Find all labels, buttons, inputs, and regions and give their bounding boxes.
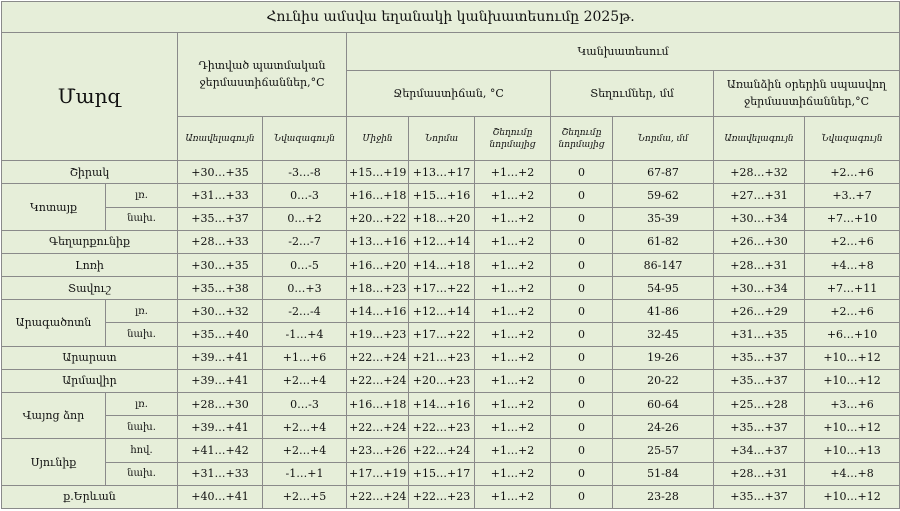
table-cell: 0: [551, 207, 613, 230]
header-forecast: Կանխատեսում: [347, 32, 900, 70]
table-cell: 0: [551, 230, 613, 253]
table-row: [2, 277, 900, 300]
table-cell: +26…+29: [714, 300, 805, 323]
table-cell: 86-147: [613, 253, 714, 276]
table-cell: 20-22: [613, 369, 714, 392]
region-name: Կոտայք: [2, 184, 106, 230]
table-row: [2, 416, 900, 439]
table-row: [2, 346, 900, 369]
table-cell: +4…+8: [805, 253, 900, 276]
table-row: [2, 485, 900, 508]
table-cell: +1…+2: [475, 346, 551, 369]
table-cell: +39…+41: [178, 369, 263, 392]
table-cell: +35…+37: [714, 416, 805, 439]
table-cell: +10…+12: [805, 416, 900, 439]
zone-label: նախ.: [106, 462, 178, 485]
table-cell: +18…+20: [409, 207, 475, 230]
table-cell: -1…+1: [263, 462, 347, 485]
table-cell: +1…+2: [475, 369, 551, 392]
table-cell: +19…+23: [347, 323, 409, 346]
table-cell: 0: [551, 323, 613, 346]
table-cell: +2…+6: [805, 300, 900, 323]
table-row: [2, 253, 900, 276]
table-cell: +27…+31: [714, 184, 805, 207]
subheader-peak-max: Առավելագույն: [714, 116, 805, 160]
table-cell: +30…+35: [178, 253, 263, 276]
table-cell: +22…+24: [347, 416, 409, 439]
zone-label: լռ.: [106, 184, 178, 207]
table-cell: 32-45: [613, 323, 714, 346]
table-cell: 60-64: [613, 393, 714, 416]
table-row: [2, 439, 900, 462]
region-name: Արագածոտն: [2, 300, 106, 346]
table-cell: 0: [551, 300, 613, 323]
table-cell: +35…+37: [714, 369, 805, 392]
table-cell: +1…+2: [475, 161, 551, 184]
region-name: Սյունիք: [2, 439, 106, 485]
table-cell: +10…+12: [805, 369, 900, 392]
table-cell: 0: [551, 277, 613, 300]
table-cell: +4…+8: [805, 462, 900, 485]
table-row: [2, 161, 900, 184]
table-cell: +16…+20: [347, 253, 409, 276]
table-cell: +15…+19: [347, 161, 409, 184]
subheader-observed-max: Առավելագույն: [178, 116, 263, 160]
table-cell: +17…+22: [409, 277, 475, 300]
region-name: Լոռի: [2, 253, 178, 276]
forecast-table: [1, 1, 900, 509]
table-cell: +39…+41: [178, 346, 263, 369]
table-cell: 0: [551, 369, 613, 392]
table-cell: +39…+41: [178, 416, 263, 439]
table-cell: 59-62: [613, 184, 714, 207]
region-name: Արմավիր: [2, 369, 178, 392]
table-row: [2, 184, 900, 207]
table-cell: +31…+35: [714, 323, 805, 346]
table-cell: +12…+14: [409, 300, 475, 323]
table-row: [2, 207, 900, 230]
subheader-temp-avg: Միջին: [347, 116, 409, 160]
table-cell: +1…+2: [475, 253, 551, 276]
table-cell: +1…+2: [475, 184, 551, 207]
table-cell: 41-86: [613, 300, 714, 323]
table-cell: +22…+24: [409, 439, 475, 462]
table-cell: +2…+4: [263, 439, 347, 462]
table-cell: 67-87: [613, 161, 714, 184]
table-cell: -3…-8: [263, 161, 347, 184]
table-cell: +22…+23: [409, 416, 475, 439]
table-cell: +30…+35: [178, 161, 263, 184]
table-cell: 0: [551, 485, 613, 508]
region-name: ք.Երևան: [2, 485, 178, 508]
table-cell: +21…+23: [409, 346, 475, 369]
header-peak-days: Առանձին օրերին սպասվող ջերմաստիճաններ,°C: [714, 70, 900, 116]
zone-label: նախ.: [106, 207, 178, 230]
table-cell: 0: [551, 439, 613, 462]
table-cell: +7…+11: [805, 277, 900, 300]
table-cell: 0: [551, 462, 613, 485]
table-cell: +41…+42: [178, 439, 263, 462]
zone-label: նախ.: [106, 323, 178, 346]
region-name: Տավուշ: [2, 277, 178, 300]
header-marz: Մարզ: [2, 32, 178, 161]
table-cell: +12…+14: [409, 230, 475, 253]
table-cell: +31…+33: [178, 184, 263, 207]
table-cell: +16…+18: [347, 184, 409, 207]
table-cell: 23-28: [613, 485, 714, 508]
header-row-1: [2, 32, 900, 70]
table-cell: +3..+7: [805, 184, 900, 207]
table-cell: +1…+2: [475, 277, 551, 300]
table-cell: +2…+4: [263, 416, 347, 439]
region-name: Գեղարքունիք: [2, 230, 178, 253]
table-cell: -2…-4: [263, 300, 347, 323]
table-cell: +1…+2: [475, 300, 551, 323]
table-cell: 0…-3: [263, 184, 347, 207]
table-cell: +25…+28: [714, 393, 805, 416]
table-cell: 0…-5: [263, 253, 347, 276]
table-cell: +2…+5: [263, 485, 347, 508]
table-cell: 25-57: [613, 439, 714, 462]
table-cell: +1…+6: [263, 346, 347, 369]
table-cell: +14…+16: [409, 393, 475, 416]
table-cell: +30…+32: [178, 300, 263, 323]
table-cell: +28…+33: [178, 230, 263, 253]
table-cell: 19-26: [613, 346, 714, 369]
table-cell: +35…+37: [714, 346, 805, 369]
table-cell: +1…+2: [475, 230, 551, 253]
table-cell: +22…+24: [347, 485, 409, 508]
table-cell: +13…+17: [409, 161, 475, 184]
table-cell: 0: [551, 346, 613, 369]
table-cell: +35…+38: [178, 277, 263, 300]
table-cell: +6…+10: [805, 323, 900, 346]
table-cell: +40…+41: [178, 485, 263, 508]
table-row: [2, 300, 900, 323]
table-cell: +10…+13: [805, 439, 900, 462]
table-cell: +1…+2: [475, 393, 551, 416]
table-cell: 0: [551, 416, 613, 439]
table-cell: +23…+26: [347, 439, 409, 462]
table-cell: +20…+22: [347, 207, 409, 230]
table-body: [2, 161, 900, 509]
table-cell: +7…+10: [805, 207, 900, 230]
table-cell: +22…+24: [347, 369, 409, 392]
table-cell: +1…+2: [475, 439, 551, 462]
table-cell: +30…+34: [714, 277, 805, 300]
table-cell: +15…+17: [409, 462, 475, 485]
forecast-table-container: [1, 1, 899, 509]
table-cell: +1…+2: [475, 485, 551, 508]
subheader-peak-min: Նվազագույն: [805, 116, 900, 160]
table-cell: +22…+23: [409, 485, 475, 508]
table-cell: +28…+30: [178, 393, 263, 416]
table-cell: +13…+16: [347, 230, 409, 253]
table-cell: +14…+18: [409, 253, 475, 276]
table-cell: +1…+2: [475, 207, 551, 230]
table-cell: +16…+18: [347, 393, 409, 416]
table-row: [2, 369, 900, 392]
header-temperature: Ջերմաստիճան, °C: [347, 70, 551, 116]
table-cell: +2…+6: [805, 161, 900, 184]
table-cell: 35-39: [613, 207, 714, 230]
table-cell: +35…+40: [178, 323, 263, 346]
table-cell: +31…+33: [178, 462, 263, 485]
table-cell: +34…+37: [714, 439, 805, 462]
subheader-observed-min: Նվազագույն: [263, 116, 347, 160]
table-row: [2, 323, 900, 346]
table-cell: +10…+12: [805, 346, 900, 369]
table-cell: +35…+37: [714, 485, 805, 508]
table-cell: +15…+16: [409, 184, 475, 207]
zone-label: նախ.: [106, 416, 178, 439]
table-cell: 0: [551, 184, 613, 207]
table-cell: +30…+34: [714, 207, 805, 230]
table-cell: +35…+37: [178, 207, 263, 230]
zone-label: հով.: [106, 439, 178, 462]
table-cell: 61-82: [613, 230, 714, 253]
zone-label: լռ.: [106, 300, 178, 323]
region-name: Վայոց ձոր: [2, 393, 106, 439]
header-observed: Դիտված պատմական ջերմաստիճաններ,°C: [178, 32, 347, 116]
region-name: Արարատ: [2, 346, 178, 369]
table-cell: -1…+4: [263, 323, 347, 346]
table-cell: +20…+23: [409, 369, 475, 392]
table-cell: +22…+24: [347, 346, 409, 369]
table-cell: +1…+2: [475, 462, 551, 485]
table-cell: 51-84: [613, 462, 714, 485]
table-cell: +3…+6: [805, 393, 900, 416]
table-cell: 0: [551, 161, 613, 184]
table-row: [2, 393, 900, 416]
subheader-precip-deviation: Շեղումը նորմայից: [551, 116, 613, 160]
subheader-temp-norm: Նորմա: [409, 116, 475, 160]
table-cell: +14…+16: [347, 300, 409, 323]
table-cell: +1…+2: [475, 416, 551, 439]
table-cell: +17…+19: [347, 462, 409, 485]
header-precipitation: Տեղումներ, մմ: [551, 70, 714, 116]
table-cell: +17…+22: [409, 323, 475, 346]
title-row: [2, 2, 900, 33]
table-cell: +10…+12: [805, 485, 900, 508]
table-cell: +28…+31: [714, 462, 805, 485]
region-name: Շիրակ: [2, 161, 178, 184]
zone-label: լռ.: [106, 393, 178, 416]
table-cell: +28…+31: [714, 253, 805, 276]
table-cell: 0…+2: [263, 207, 347, 230]
table-title: Հունիս ամսվա եղանակի կանխատեսումը 2025թ.: [2, 2, 900, 33]
table-cell: 0: [551, 393, 613, 416]
table-cell: +2…+4: [263, 369, 347, 392]
table-cell: 54-95: [613, 277, 714, 300]
table-cell: 24-26: [613, 416, 714, 439]
table-row: [2, 462, 900, 485]
table-cell: 0…-3: [263, 393, 347, 416]
table-cell: -2…-7: [263, 230, 347, 253]
table-cell: +28…+32: [714, 161, 805, 184]
table-cell: +1…+2: [475, 323, 551, 346]
table-cell: 0…+3: [263, 277, 347, 300]
table-cell: 0: [551, 253, 613, 276]
subheader-precip-norm: Նորմա, մմ: [613, 116, 714, 160]
table-cell: +26…+30: [714, 230, 805, 253]
subheader-temp-deviation: Շեղումը նորմայից: [475, 116, 551, 160]
table-cell: +2…+6: [805, 230, 900, 253]
table-cell: +18…+23: [347, 277, 409, 300]
table-row: [2, 230, 900, 253]
